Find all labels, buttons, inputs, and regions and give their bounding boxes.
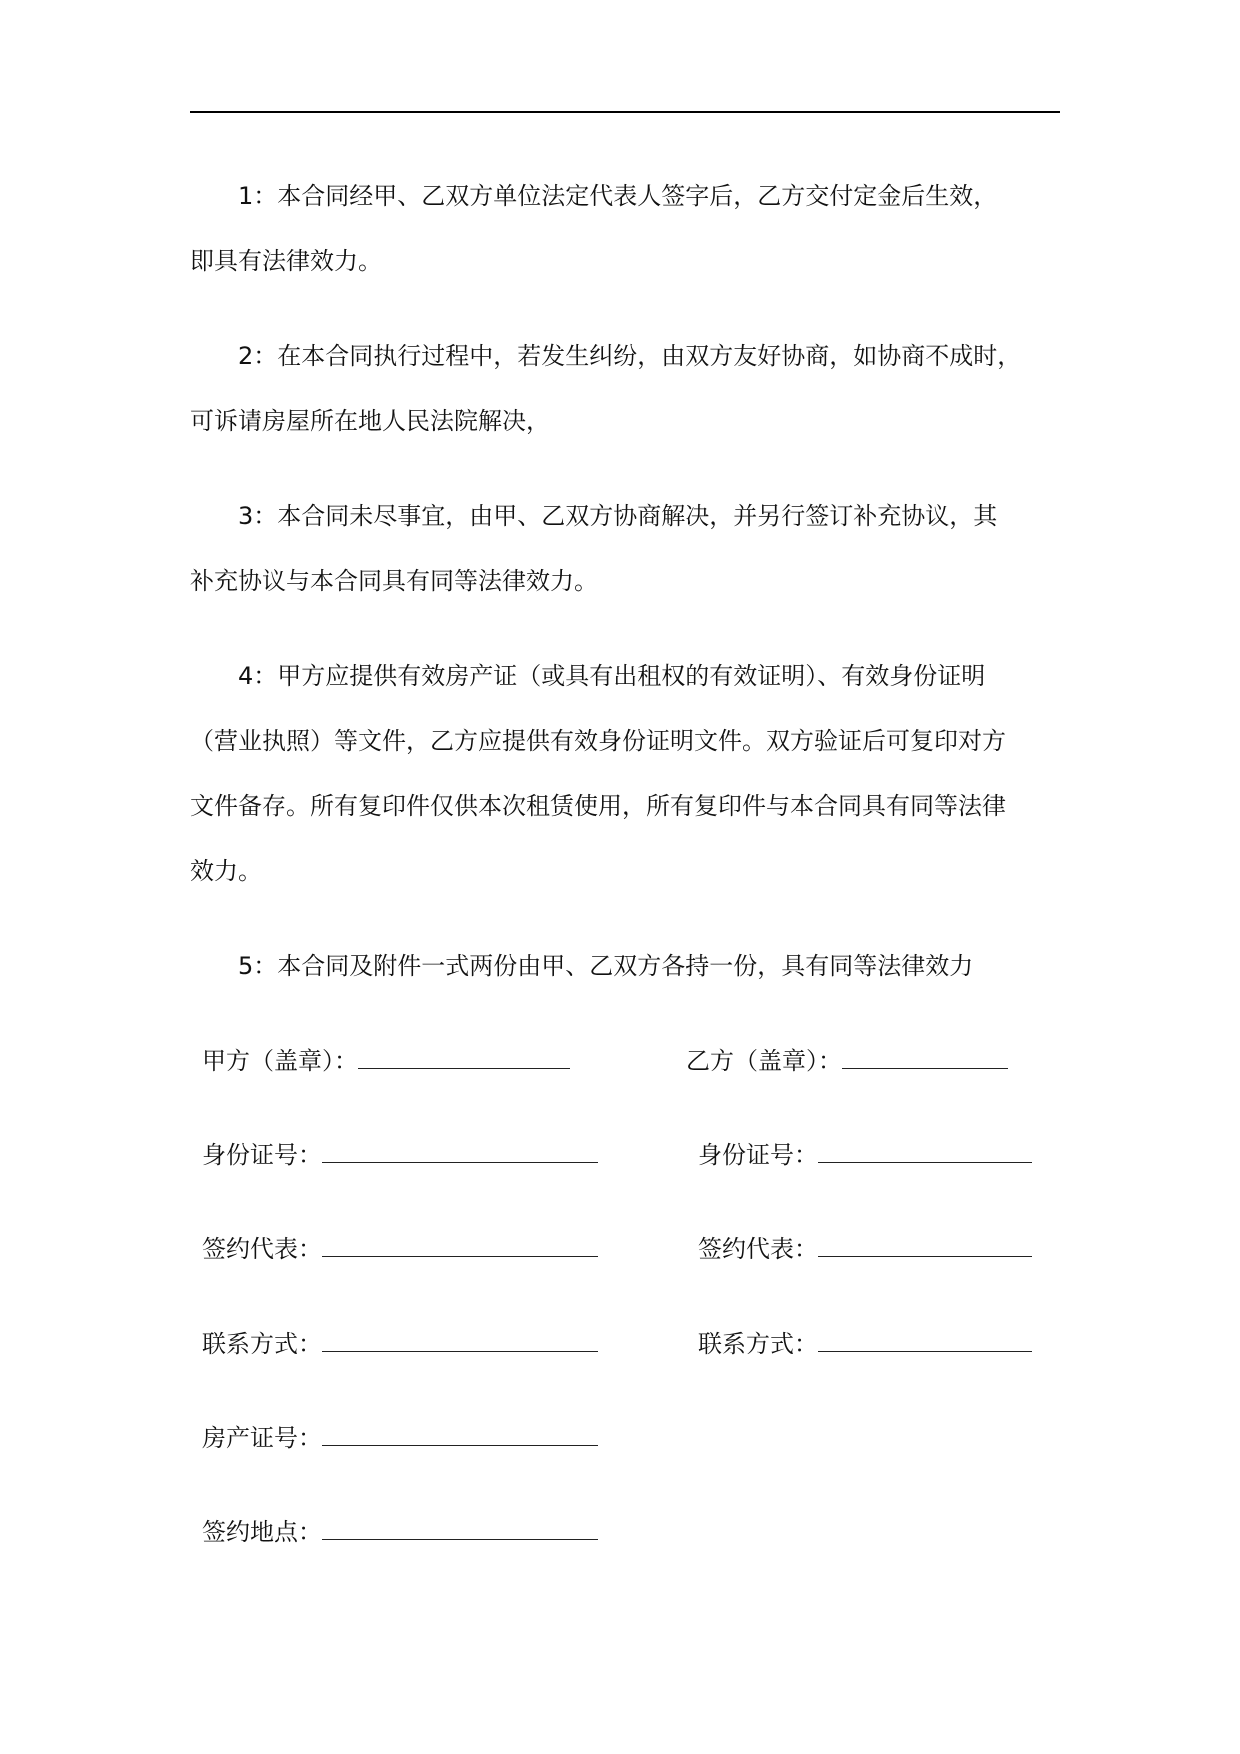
party-b-representative-field — [698, 1230, 1032, 1266]
party-b-contact-blank[interactable] — [818, 1325, 1032, 1352]
clause-1 — [190, 164, 1070, 294]
party-a-id-blank[interactable] — [322, 1136, 598, 1163]
party-a-seal-label: 甲方（盖章）： — [202, 1047, 358, 1075]
clause-2 — [190, 324, 1070, 454]
party-a-id-label: 身份证号： — [202, 1141, 322, 1169]
property-cert-blank[interactable] — [322, 1419, 598, 1446]
signing-location-label: 签约地点： — [202, 1518, 322, 1546]
party-a-contact-blank[interactable] — [322, 1325, 598, 1352]
party-b-representative-blank[interactable] — [818, 1230, 1032, 1257]
party-a-contact-label: 联系方式： — [202, 1330, 322, 1358]
clause-3 — [190, 484, 1070, 614]
party-a-seal-blank[interactable] — [358, 1042, 570, 1069]
top-divider — [190, 111, 1060, 113]
clause-1-line-1: 1：本合同经甲、乙双方单位法定代表人签字后，乙方交付定金后生效， — [238, 182, 998, 210]
party-b-contact-label: 联系方式： — [698, 1330, 818, 1358]
party-b-seal-field — [686, 1042, 1008, 1078]
property-cert-label: 房产证号： — [202, 1424, 322, 1452]
signing-location-field — [202, 1513, 598, 1549]
property-cert-field — [202, 1419, 598, 1455]
party-a-representative-blank[interactable] — [322, 1230, 598, 1257]
party-b-seal-label: 乙方（盖章）： — [686, 1047, 842, 1075]
party-a-representative-field — [202, 1230, 598, 1266]
party-a-contact-field — [202, 1325, 598, 1361]
clause-4-line-4: 效力。 — [190, 857, 262, 885]
party-b-seal-blank[interactable] — [842, 1042, 1008, 1069]
party-a-id-field — [202, 1136, 598, 1172]
clause-5 — [190, 934, 1070, 999]
clause-1-line-2: 即具有法律效力。 — [190, 247, 382, 275]
clause-4 — [190, 644, 1070, 904]
clause-3-line-2: 补充协议与本合同具有同等法律效力。 — [190, 567, 598, 595]
party-b-id-blank[interactable] — [818, 1136, 1032, 1163]
clause-2-line-1: 2：在本合同执行过程中，若发生纠纷，由双方友好协商，如协商不成时， — [238, 342, 1022, 370]
clause-4-line-3: 文件备存。所有复印件仅供本次租赁使用，所有复印件与本合同具有同等法律 — [190, 792, 1006, 820]
party-b-representative-label: 签约代表： — [698, 1235, 818, 1263]
party-b-id-field — [698, 1136, 1032, 1172]
party-a-seal-field — [202, 1042, 570, 1078]
clause-4-line-2: （营业执照）等文件，乙方应提供有效身份证明文件。双方验证后可复印对方 — [190, 727, 1006, 755]
clause-4-line-1: 4：甲方应提供有效房产证（或具有出租权的有效证明）、有效身份证明 — [238, 662, 986, 690]
party-b-id-label: 身份证号： — [698, 1141, 818, 1169]
clause-3-line-1: 3：本合同未尽事宜，由甲、乙双方协商解决，并另行签订补充协议，其 — [238, 502, 998, 530]
clause-2-line-2: 可诉请房屋所在地人民法院解决， — [190, 407, 550, 435]
party-b-contact-field — [698, 1325, 1032, 1361]
party-a-representative-label: 签约代表： — [202, 1235, 322, 1263]
clause-5-line-1: 5：本合同及附件一式两份由甲、乙双方各持一份，具有同等法律效力 — [238, 952, 974, 980]
signing-location-blank[interactable] — [322, 1513, 598, 1540]
